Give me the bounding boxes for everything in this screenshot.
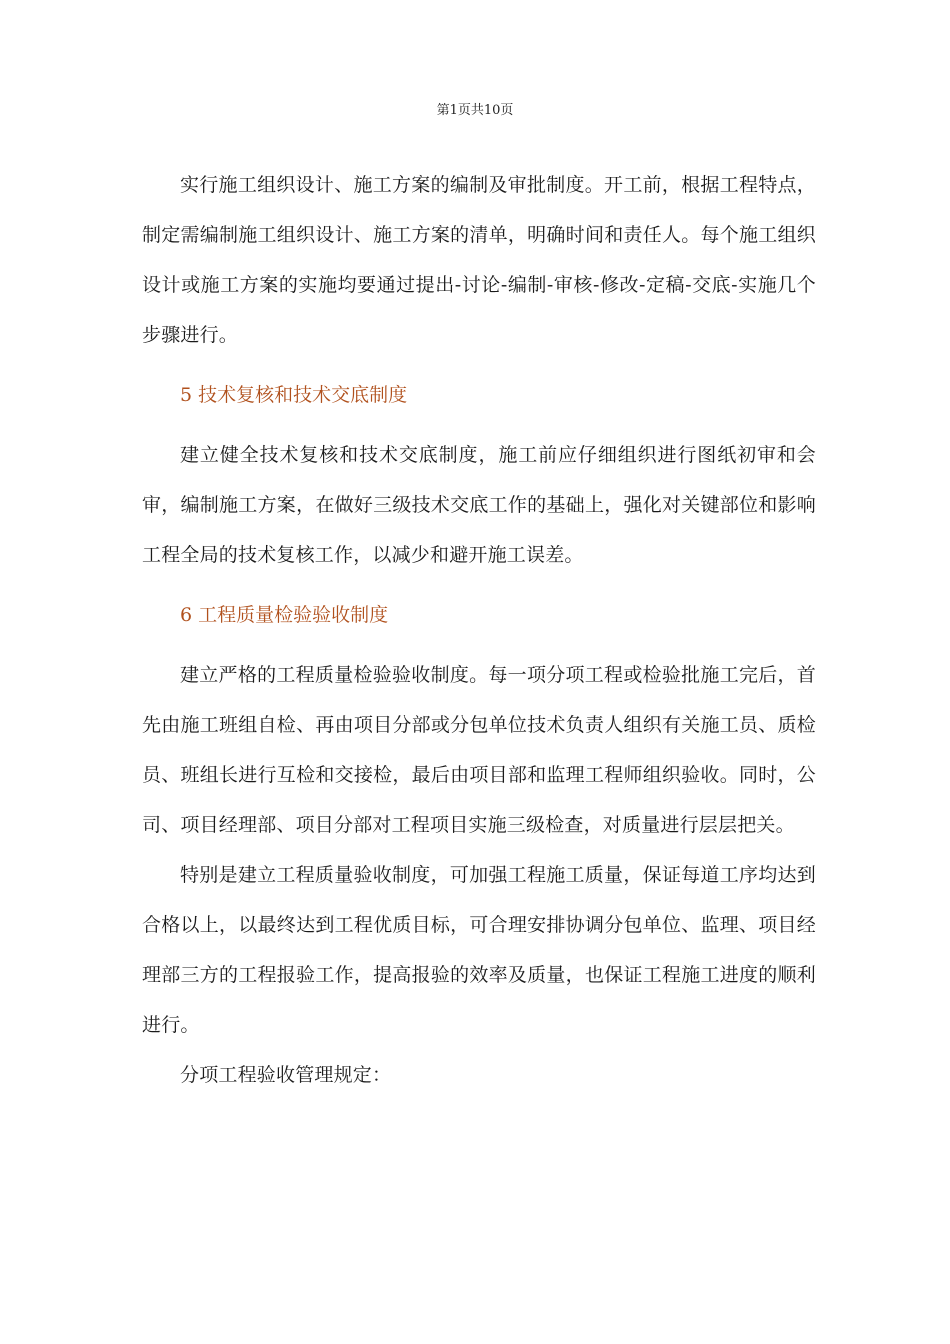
section-heading-6: 6 工程质量检验验收制度 [180,604,389,626]
paragraph-technical-review: 建立健全技术复核和技术交底制度，施工前应仔细组织进行图纸初审和会审，编制施工方案，在做好三级技术交底工作的基础上，强化对关键部位和影响工程全局的技术复核工作，以减少和避开施工误差。 [142,444,816,566]
paragraph-quality-acceptance: 特别是建立工程质量验收制度，可加强工程施工质量，保证每道工序均达到合格以上，以最终达到工程优质目标，可合理安排协调分包单位、监理、项目经理部三方的工程报验工作，提高报验的效率及质量，也保证工程施工进度的顺利进行。 [142,864,816,1036]
document-body [142,160,816,1100]
section-heading-5: 5 技术复核和技术交底制度 [180,384,408,406]
paragraph-construction-plan: 实行施工组织设计、施工方案的编制及审批制度。开工前，根据工程特点，制定需编制施工组织设计、施工方案的清单，明确时间和责任人。每个施工组织设计或施工方案的实施均要通过提出-讨论-编制-审核-修改-定稿-交底-实施几个步骤进行。 [142,174,816,346]
page-number: 第1页共10页 [436,103,514,118]
paragraph-quality-inspection: 建立严格的工程质量检验验收制度。每一项分项工程或检验批施工完后，首先由施工班组自检、再由项目分部或分包单位技术负责人组织有关施工员、质检员、班组长进行互检和交接检，最后由项目部和监理工程师组织验收。同时，公司、项目经理部、项目分部对工程项目实施三级检查，对质量进行层层把关。 [142,664,816,836]
paragraph-subitem-rules: 分项工程验收管理规定： [180,1064,392,1086]
